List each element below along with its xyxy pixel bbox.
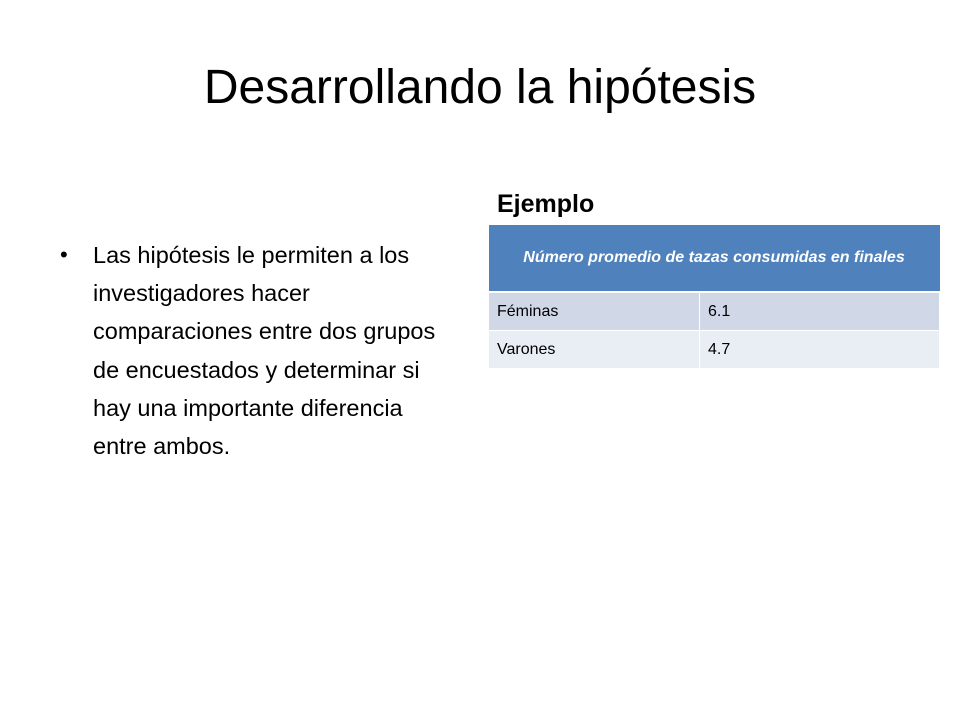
table-row bbox=[489, 331, 940, 369]
bullet-item bbox=[60, 236, 460, 465]
table-header-row bbox=[489, 225, 940, 292]
table-cell-value: 4.7 bbox=[700, 331, 940, 369]
bullet-dot-icon: • bbox=[60, 242, 68, 267]
table-cell-label: Féminas bbox=[489, 292, 700, 331]
table-row bbox=[489, 292, 940, 331]
data-table bbox=[488, 225, 940, 369]
table-header: Número promedio de tazas consumidas en finales bbox=[489, 225, 940, 292]
bullet-text: Las hipótesis le permiten a los investigadores hacer comparaciones entre dos grupos de encuestados y determinar si hay una importante diferencia entre ambos. bbox=[93, 242, 436, 460]
table-cell-label: Varones bbox=[489, 331, 700, 369]
table-cell-value: 6.1 bbox=[700, 292, 940, 331]
example-heading: Ejemplo bbox=[497, 190, 595, 218]
slide-title: Desarrollando la hipótesis bbox=[203, 61, 757, 114]
bullet-list bbox=[60, 236, 460, 465]
body-content bbox=[60, 236, 460, 465]
